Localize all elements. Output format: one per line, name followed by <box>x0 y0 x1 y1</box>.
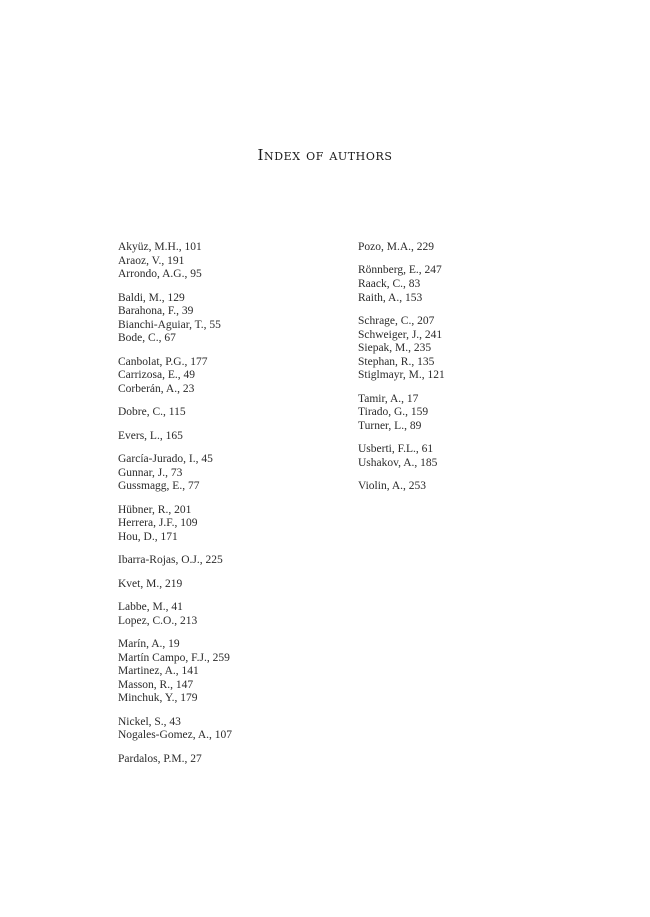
index-letter-group <box>358 393 558 434</box>
author-entry: Arrondo, A.G., 95 <box>118 268 202 281</box>
author-entry: Nogales-Gomez, A., 107 <box>118 729 233 742</box>
index-letter-group <box>358 315 558 383</box>
index-letter-group <box>358 480 558 494</box>
index-letter-group <box>358 443 558 470</box>
author-entry: Schrage, C., 207 <box>358 314 435 327</box>
author-entry: Pardalos, P.M., 27 <box>118 752 202 765</box>
author-entry: Araoz, V., 191 <box>118 254 185 267</box>
index-letter-group <box>118 578 338 592</box>
author-entry: Hou, D., 171 <box>118 530 178 543</box>
author-entry: Rönnberg, E., 247 <box>358 264 442 277</box>
author-entry: Hübner, R., 201 <box>118 503 192 516</box>
index-letter-group <box>118 638 338 706</box>
author-entry: Lopez, C.O., 213 <box>118 614 198 627</box>
index-letter-group <box>358 264 558 305</box>
author-entry: Stephan, R., 135 <box>358 355 435 368</box>
author-entry: Usberti, F.L., 61 <box>358 443 434 456</box>
author-entry: Tamir, A., 17 <box>358 392 419 405</box>
author-entry: Schweiger, J., 241 <box>358 328 443 341</box>
index-letter-group <box>118 241 338 282</box>
author-entry: Dobre, C., 115 <box>118 406 186 419</box>
author-entry: Carrizosa, E., 49 <box>118 369 195 382</box>
index-letter-group <box>118 430 338 444</box>
author-entry: Raack, C., 83 <box>358 277 421 290</box>
index-letter-group <box>118 453 338 494</box>
index-letter-group <box>118 356 338 397</box>
author-entry: Raith, A., 153 <box>358 291 423 304</box>
author-entry: Turner, L., 89 <box>358 419 422 432</box>
author-entry: Minchuk, Y., 179 <box>118 692 198 705</box>
page-title: Index of authors <box>257 146 393 164</box>
index-letter-group <box>358 241 558 255</box>
author-entry: Gussmagg, E., 77 <box>118 480 200 493</box>
index-column-left <box>118 241 338 776</box>
index-letter-group <box>118 753 338 767</box>
author-entry: Martinez, A., 141 <box>118 665 199 678</box>
author-entry: Herrera, J.F., 109 <box>118 517 198 530</box>
author-entry: Nickel, S., 43 <box>118 715 181 728</box>
author-entry: Siepak, M., 235 <box>358 342 432 355</box>
index-letter-group <box>118 504 338 545</box>
author-entry: Ibarra-Rojas, O.J., 225 <box>118 554 223 567</box>
author-entry: Marín, A., 19 <box>118 638 180 651</box>
index-letter-group <box>118 292 338 346</box>
author-entry: Akyüz, M.H., 101 <box>118 241 202 253</box>
index-letter-group <box>118 716 338 743</box>
author-entry: Gunnar, J., 73 <box>118 466 183 479</box>
author-entry: Baldi, M., 129 <box>118 291 185 304</box>
author-entry: García-Jurado, I., 45 <box>118 453 213 466</box>
author-entry: Evers, L., 165 <box>118 429 183 442</box>
author-entry: Bode, C., 67 <box>118 332 176 345</box>
author-entry: Stiglmayr, M., 121 <box>358 369 445 382</box>
author-entry: Tirado, G., 159 <box>358 406 429 419</box>
index-letter-group <box>118 406 338 420</box>
author-entry: Masson, R., 147 <box>118 678 194 691</box>
author-entry: Pozo, M.A., 229 <box>358 241 435 253</box>
author-entry: Labbe, M., 41 <box>118 601 183 614</box>
author-entry: Canbolat, P.G., 177 <box>118 355 208 368</box>
index-letter-group <box>118 554 338 568</box>
index-letter-group <box>118 601 338 628</box>
author-entry: Ushakov, A., 185 <box>358 456 438 469</box>
author-entry: Barahona, F., 39 <box>118 305 194 318</box>
author-entry: Bianchi-Aguiar, T., 55 <box>118 318 221 331</box>
author-entry: Kvet, M., 219 <box>118 577 183 590</box>
author-entry: Martín Campo, F.J., 259 <box>118 651 230 664</box>
author-entry: Violin, A., 253 <box>358 480 426 493</box>
author-entry: Corberán, A., 23 <box>118 382 195 395</box>
index-column-right <box>358 241 558 504</box>
